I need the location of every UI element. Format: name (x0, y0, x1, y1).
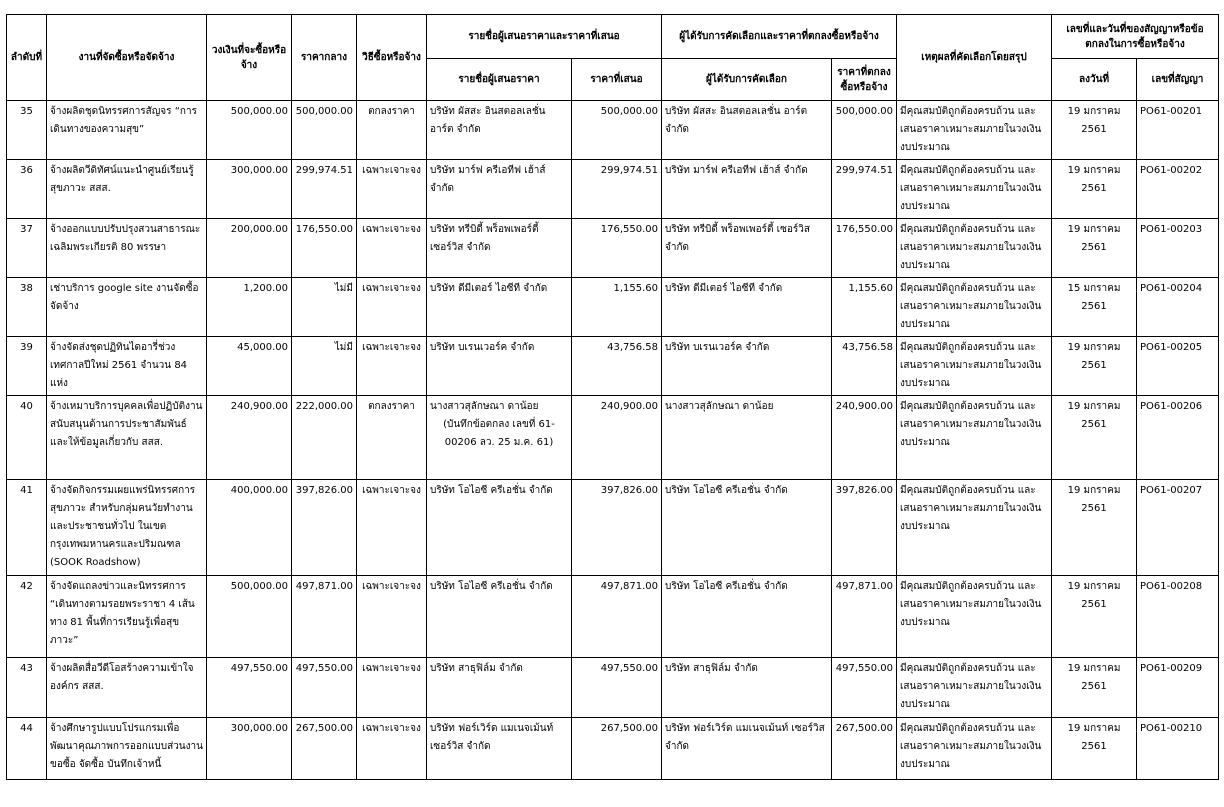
contract-date: 19 มกราคม 2561 (1052, 101, 1137, 160)
selection-reason: มีคุณสมบัติถูกต้องครบถ้วน และเสนอราคาเหมาะสมภายในวงเงินงบประมาณ (897, 219, 1052, 278)
winner-name: บริษัท ฟอร์เวิร์ด แมเนจเม้นท์ เซอร์วิส จำกัด (662, 718, 832, 780)
contract-date: 19 มกราคม 2561 (1052, 337, 1137, 396)
selection-reason: มีคุณสมบัติถูกต้องครบถ้วน และเสนอราคาเหมาะสมภายในวงเงินงบประมาณ (897, 278, 1052, 337)
header-budget: วงเงินที่จะซื้อหรือจ้าง (207, 15, 292, 101)
budget-amount: 500,000.00 (207, 576, 292, 658)
contract-number: PO61-00206 (1137, 396, 1219, 480)
agreed-price: 176,550.00 (832, 219, 897, 278)
budget-amount: 400,000.00 (207, 480, 292, 576)
median-price: 176,550.00 (292, 219, 357, 278)
winner-name: บริษัท โอไอซี ครีเอชั่น จำกัด (662, 480, 832, 576)
contract-date: 19 มกราคม 2561 (1052, 160, 1137, 219)
winner-name: บริษัท ผัสสะ อินสตอลเลชั่น อาร์ต จำกัด (662, 101, 832, 160)
budget-amount: 1,200.00 (207, 278, 292, 337)
table-row (7, 396, 1219, 480)
work-description: จ้างออกแบบปรับปรุงสวนสาธารณะเฉลิมพระเกียรติ 80 พรรษา (47, 219, 207, 278)
agreed-price: 240,900.00 (832, 396, 897, 480)
selection-reason: มีคุณสมบัติถูกต้องครบถ้วน และเสนอราคาเหมาะสมภายในวงเงินงบประมาณ (897, 337, 1052, 396)
budget-amount: 200,000.00 (207, 219, 292, 278)
header-date: ลงวันที่ (1052, 59, 1137, 101)
median-price: 497,550.00 (292, 658, 357, 718)
contract-number: PO61-00207 (1137, 480, 1219, 576)
header-bid-price: ราคาที่เสนอ (572, 59, 662, 101)
contract-number: PO61-00208 (1137, 576, 1219, 658)
procurement-method: เฉพาะเจาะจง (357, 219, 427, 278)
table-row (7, 480, 1219, 576)
selection-reason: มีคุณสมบัติถูกต้องครบถ้วน และเสนอราคาเหมาะสมภายในวงเงินงบประมาณ (897, 101, 1052, 160)
work-description: จ้างเหมาบริการบุคคลเพื่อปฏิบัติงานสนับสนุนด้านการประชาสัมพันธ์และให้ข้อมูลเกี่ยวกับ สสส. (47, 396, 207, 480)
budget-amount: 240,900.00 (207, 396, 292, 480)
budget-amount: 300,000.00 (207, 160, 292, 219)
header-contract-no: เลขที่สัญญา (1137, 59, 1219, 101)
agreed-price: 497,871.00 (832, 576, 897, 658)
procurement-method: เฉพาะเจาะจง (357, 718, 427, 780)
procurement-method: เฉพาะเจาะจง (357, 337, 427, 396)
bidder-name: บริษัท ผัสสะ อินสตอลเลชั่น อาร์ต จำกัด (427, 101, 572, 160)
bidder-note: (บันทึกข้อตกลง เลขที่ 61-00206 ลว. 25 ม.ค. 61) (443, 419, 555, 448)
table-row (7, 658, 1219, 718)
table-row (7, 337, 1219, 396)
bid-price: 497,871.00 (572, 576, 662, 658)
bid-price: 1,155.60 (572, 278, 662, 337)
agreed-price: 500,000.00 (832, 101, 897, 160)
bid-price: 240,900.00 (572, 396, 662, 480)
header-winner-group: ผู้ได้รับการคัดเลือกและราคาที่ตกลงซื้อหรือจ้าง (662, 15, 897, 59)
contract-date: 19 มกราคม 2561 (1052, 219, 1137, 278)
work-description: จ้างผลิตวีดิทัศน์แนะนำศูนย์เรียนรู้สุขภาวะ สสส. (47, 160, 207, 219)
header-reason: เหตุผลที่คัดเลือกโดยสรุป (897, 15, 1052, 101)
contract-number: PO61-00205 (1137, 337, 1219, 396)
row-number: 43 (7, 658, 47, 718)
procurement-method: ตกลงราคา (357, 101, 427, 160)
selection-reason: มีคุณสมบัติถูกต้องครบถ้วน และเสนอราคาเหมาะสมภายในวงเงินงบประมาณ (897, 160, 1052, 219)
header-work: งานที่จัดซื้อหรือจัดจ้าง (47, 15, 207, 101)
selection-reason: มีคุณสมบัติถูกต้องครบถ้วน และเสนอราคาเหมาะสมภายในวงเงินงบประมาณ (897, 718, 1052, 780)
budget-amount: 300,000.00 (207, 718, 292, 780)
work-description: เช่าบริการ google site งานจัดซื้อจัดจ้าง (47, 278, 207, 337)
bid-price: 500,000.00 (572, 101, 662, 160)
row-number: 40 (7, 396, 47, 480)
contract-number: PO61-00202 (1137, 160, 1219, 219)
agreed-price: 43,756.58 (832, 337, 897, 396)
row-number: 38 (7, 278, 47, 337)
selection-reason: มีคุณสมบัติถูกต้องครบถ้วน และเสนอราคาเหมาะสมภายในวงเงินงบประมาณ (897, 658, 1052, 718)
bidder-name-text: นางสาวสุลักษณา ดาน้อย (430, 401, 539, 412)
contract-number: PO61-00210 (1137, 718, 1219, 780)
agreed-price: 497,550.00 (832, 658, 897, 718)
header-bidders-group: รายชื่อผู้เสนอราคาและราคาที่เสนอ (427, 15, 662, 59)
winner-name: บริษัท ดีมีเตอร์ ไอซีที จำกัด (662, 278, 832, 337)
header-contract-group: เลขที่และวันที่ของสัญญาหรือข้อตกลงในการซื้อหรือจ้าง (1052, 15, 1219, 59)
contract-number: PO61-00201 (1137, 101, 1219, 160)
contract-date: 19 มกราคม 2561 (1052, 658, 1137, 718)
contract-number: PO61-00203 (1137, 219, 1219, 278)
median-price: ไม่มี (292, 337, 357, 396)
procurement-table (6, 14, 1219, 780)
bidder-name: บริษัท มาร์ฟ ครีเอทีฟ เฮ้าส์ จำกัด (427, 160, 572, 219)
median-price: ไม่มี (292, 278, 357, 337)
budget-amount: 497,550.00 (207, 658, 292, 718)
bid-price: 267,500.00 (572, 718, 662, 780)
median-price: 497,871.00 (292, 576, 357, 658)
bidder-name: บริษัท สาธุฟิล์ม จำกัด (427, 658, 572, 718)
procurement-method: เฉพาะเจาะจง (357, 658, 427, 718)
table-row (7, 160, 1219, 219)
procurement-method: เฉพาะเจาะจง (357, 278, 427, 337)
table-row (7, 278, 1219, 337)
table-row (7, 219, 1219, 278)
header-bidder-name: รายชื่อผู้เสนอราคา (427, 59, 572, 101)
bidder-name (427, 396, 572, 480)
row-number: 37 (7, 219, 47, 278)
bid-price: 299,974.51 (572, 160, 662, 219)
budget-amount: 45,000.00 (207, 337, 292, 396)
bid-price: 397,826.00 (572, 480, 662, 576)
winner-name: บริษัท สาธุฟิล์ม จำกัด (662, 658, 832, 718)
header-method: วิธีซื้อหรือจ้าง (357, 15, 427, 101)
header-agreed-price: ราคาที่ตกลงซื้อหรือจ้าง (832, 59, 897, 101)
bid-price: 43,756.58 (572, 337, 662, 396)
agreed-price: 1,155.60 (832, 278, 897, 337)
work-description: จ้างจัดกิจกรรมเผยแพร่นิทรรศการสุขภาวะ สำหรับกลุ่มคนวัยทำงานและประชาชนทั่วไป ในเขตกรุงเทพมหานครและปริมณฑล (SOOK Roadshow) (47, 480, 207, 576)
row-number: 41 (7, 480, 47, 576)
agreed-price: 299,974.51 (832, 160, 897, 219)
bidder-name: บริษัท ฟอร์เวิร์ด แมเนจเม้นท์ เซอร์วิส จำกัด (427, 718, 572, 780)
bidder-name: บริษัท บเรนเวอร์ค จำกัด (427, 337, 572, 396)
budget-amount: 500,000.00 (207, 101, 292, 160)
bidder-name: บริษัท ดีมีเตอร์ ไอซีที จำกัด (427, 278, 572, 337)
procurement-method: เฉพาะเจาะจง (357, 576, 427, 658)
contract-date: 19 มกราคม 2561 (1052, 480, 1137, 576)
selection-reason: มีคุณสมบัติถูกต้องครบถ้วน และเสนอราคาเหมาะสมภายในวงเงินงบประมาณ (897, 576, 1052, 658)
row-number: 42 (7, 576, 47, 658)
work-description: จ้างผลิตสื่อวีดีโอสร้างความเข้าใจองค์กร สสส. (47, 658, 207, 718)
contract-date: 15 มกราคม 2561 (1052, 278, 1137, 337)
median-price: 267,500.00 (292, 718, 357, 780)
row-number: 35 (7, 101, 47, 160)
contract-date: 19 มกราคม 2561 (1052, 718, 1137, 780)
winner-name: นางสาวสุลักษณา ดาน้อย (662, 396, 832, 480)
contract-number: PO61-00204 (1137, 278, 1219, 337)
table-body (7, 101, 1219, 780)
work-description: จ้างจัดแถลงข่าวและนิทรรศการ “เดินทางตามรอยพระราชา 4 เส้นทาง 81 พื้นที่การเรียนรู้เพื่อสุขภาวะ” (47, 576, 207, 658)
header-no: ลำดับที่ (7, 15, 47, 101)
procurement-method: เฉพาะเจาะจง (357, 480, 427, 576)
selection-reason: มีคุณสมบัติถูกต้องครบถ้วน และเสนอราคาเหมาะสมภายในวงเงินงบประมาณ (897, 480, 1052, 576)
header-winner-name: ผู้ได้รับการคัดเลือก (662, 59, 832, 101)
work-description: จ้างผลิตชุดนิทรรศการสัญจร “การเดินทางของความสุข” (47, 101, 207, 160)
median-price: 500,000.00 (292, 101, 357, 160)
agreed-price: 267,500.00 (832, 718, 897, 780)
bidder-name: บริษัท ทรีบิดี้ พร็อพเพอร์ตี้ เซอร์วิส จำกัด (427, 219, 572, 278)
table-header (7, 15, 1219, 101)
bid-price: 176,550.00 (572, 219, 662, 278)
median-price: 299,974.51 (292, 160, 357, 219)
bid-price: 497,550.00 (572, 658, 662, 718)
winner-name: บริษัท บเรนเวอร์ค จำกัด (662, 337, 832, 396)
row-number: 36 (7, 160, 47, 219)
bidder-name: บริษัท โอไอซี ครีเอชั่น จำกัด (427, 480, 572, 576)
table-row (7, 718, 1219, 780)
contract-number: PO61-00209 (1137, 658, 1219, 718)
median-price: 397,826.00 (292, 480, 357, 576)
work-description: จ้างศึกษารูปแบบโปรแกรมเพื่อพัฒนาคุณภาพการออกแบบส่วนงานขอซื้อ จัดซื้อ บันทึกเจ้าหนี้ (47, 718, 207, 780)
winner-name: บริษัท โอไอซี ครีเอชั่น จำกัด (662, 576, 832, 658)
procurement-method: เฉพาะเจาะจง (357, 160, 427, 219)
agreed-price: 397,826.00 (832, 480, 897, 576)
selection-reason: มีคุณสมบัติถูกต้องครบถ้วน และเสนอราคาเหมาะสมภายในวงเงินงบประมาณ (897, 396, 1052, 480)
contract-date: 19 มกราคม 2561 (1052, 576, 1137, 658)
table-row (7, 576, 1219, 658)
winner-name: บริษัท ทรีบิดี้ พร็อพเพอร์ตี้ เซอร์วิส จำกัด (662, 219, 832, 278)
contract-date: 19 มกราคม 2561 (1052, 396, 1137, 480)
winner-name: บริษัท มาร์ฟ ครีเอทีฟ เฮ้าส์ จำกัด (662, 160, 832, 219)
header-median-price: ราคากลาง (292, 15, 357, 101)
bidder-name: บริษัท โอไอซี ครีเอชั่น จำกัด (427, 576, 572, 658)
row-number: 39 (7, 337, 47, 396)
procurement-method: ตกลงราคา (357, 396, 427, 480)
row-number: 44 (7, 718, 47, 780)
table-row (7, 101, 1219, 160)
median-price: 222,000.00 (292, 396, 357, 480)
work-description: จ้างจัดส่งชุดปฏิทินไดอารี่ช่วงเทศกาลปีใหม่ 2561 จำนวน 84 แห่ง (47, 337, 207, 396)
